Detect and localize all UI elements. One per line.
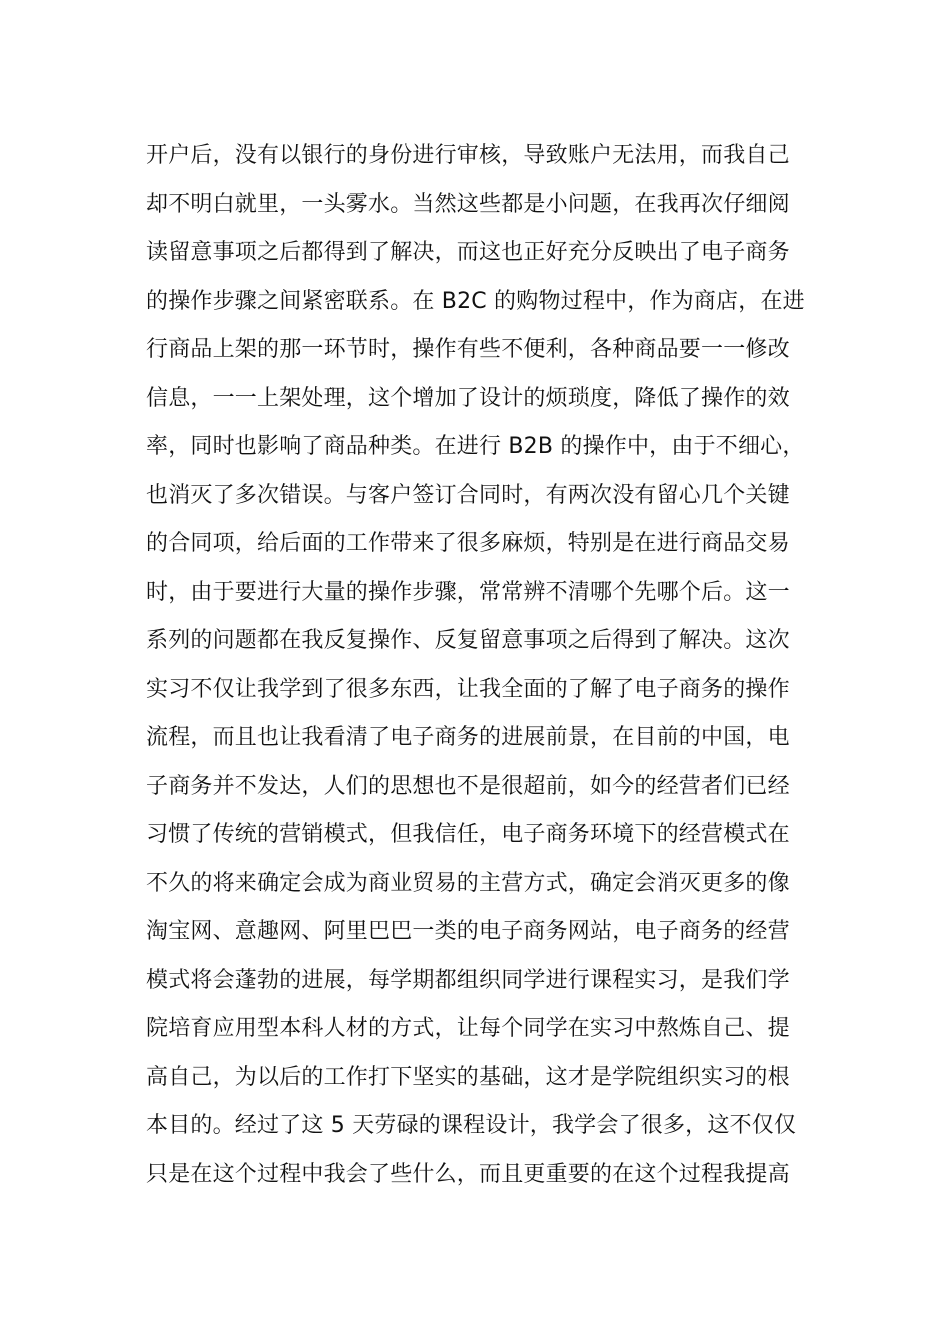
text-line: 不久的将来确定会成为商业贸易的主营方式，确定会消灭更多的像: [146, 870, 790, 896]
text-line: 率，同时也影响了商品种类。在进行 B2B 的操作中，由于不细心，: [146, 434, 805, 459]
text-line: 信息，一一上架处理，这个增加了设计的烦琐度，降低了操作的效: [146, 385, 790, 411]
text-line: 子商务并不发达，人们的思想也不是很超前，如今的经营者们已经: [146, 773, 790, 799]
text-line: 实习不仅让我学到了很多东西，让我全面的了解了电子商务的操作: [146, 676, 790, 702]
text-line: 院培育应用型本科人材的方式，让每个同学在实习中熬炼自己、提: [146, 1016, 790, 1041]
text-line: 开户后，没有以银行的身份进行审核，导致账户无法用，而我自己: [146, 143, 790, 168]
text-line: 高自己，为以后的工作打下坚实的基础，这才是学院组织实习的根: [146, 1064, 790, 1090]
text-line: 读留意事项之后都得到了解决，而这也正好充分反映出了电子商务: [146, 240, 790, 265]
text-line: 模式将会蓬勃的进展，每学期都组织同学进行课程实习，是我们学: [146, 967, 790, 993]
text-line: 却不明白就里，一头雾水。当然这些都是小问题，在我再次仔细阅: [146, 191, 790, 217]
text-line: 也消灭了多次错误。与客户签订合同时，有两次没有留心几个关键: [146, 482, 790, 508]
text-line: 行商品上架的那一环节时，操作有些不便利，各种商品要一一修改: [146, 337, 790, 362]
text-line: 只是在这个过程中我会了些什么，而且更重要的在这个过程我提高: [146, 1161, 790, 1187]
body-text: [146, 132, 811, 1199]
text-line: 淘宝网、意趣网、阿里巴巴一类的电子商务网站，电子商务的经营: [146, 919, 790, 944]
text-line: 系列的问题都在我反复操作、反复留意事项之后得到了解决。这次: [146, 628, 790, 653]
text-line: 流程，而且也让我看清了电子商务的进展前景，在目前的中国，电: [146, 725, 790, 750]
text-line: 的合同项，给后面的工作带来了很多麻烦，特别是在进行商品交易: [146, 531, 790, 556]
text-line: 习惯了传统的营销模式，但我信任，电子商务环境下的经营模式在: [146, 822, 790, 847]
text-line: 时，由于要进行大量的操作步骤，常常辨不清哪个先哪个后。这一: [146, 579, 790, 605]
text-line: 本目的。经过了这 5 天劳碌的课程设计，我学会了很多，这不仅仅: [146, 1113, 797, 1138]
text-line: 的操作步骤之间紧密联系。在 B2C 的购物过程中，作为商店，在进: [146, 288, 805, 314]
